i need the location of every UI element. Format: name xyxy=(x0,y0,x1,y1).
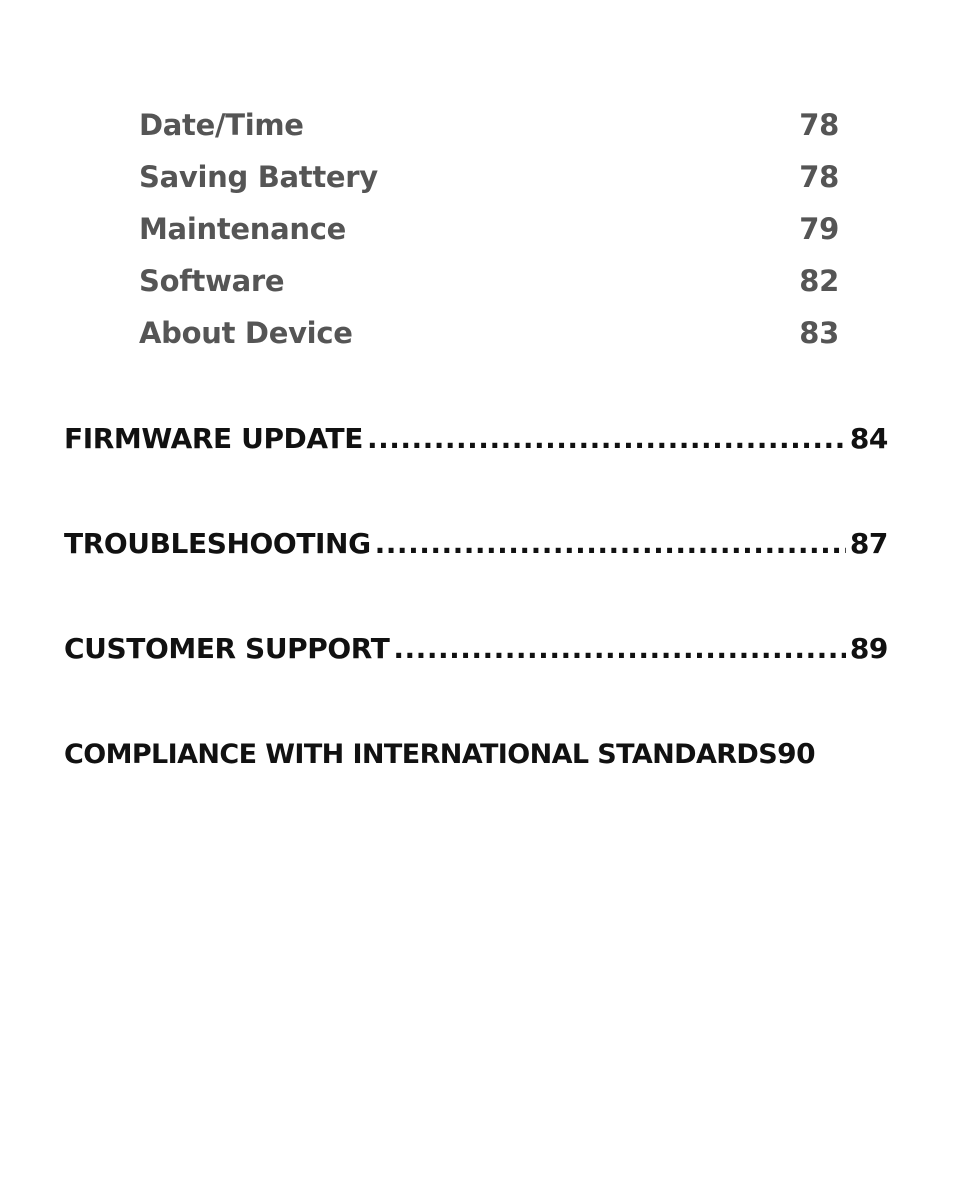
toc-entry-page: 79 xyxy=(799,212,839,246)
toc-entry-title: Software xyxy=(139,264,285,298)
toc-entry-title: Maintenance xyxy=(139,212,346,246)
toc-entry-page: 78 xyxy=(799,108,839,142)
toc-entry-title: CUSTOMER SUPPORT xyxy=(64,632,390,665)
toc-entry-page: 82 xyxy=(799,264,839,298)
toc-entry-maintenance[interactable] xyxy=(139,207,839,259)
toc-entry-page: 84 xyxy=(849,422,888,455)
toc-entry-about-device[interactable] xyxy=(139,311,839,363)
toc-subsection-list xyxy=(139,103,839,363)
toc-dot-leader xyxy=(367,417,846,461)
toc-entry-title: Saving Battery xyxy=(139,160,378,194)
toc-dot-leader xyxy=(393,627,845,671)
toc-entry-troubleshooting[interactable] xyxy=(64,522,888,627)
toc-entry-firmware-update[interactable] xyxy=(64,417,888,522)
toc-entry-page: 87 xyxy=(849,527,888,560)
toc-entry-compliance[interactable] xyxy=(64,732,888,837)
toc-entry-title: About Device xyxy=(139,316,353,350)
toc-entry-page: 90 xyxy=(777,737,816,770)
toc-section-list xyxy=(64,417,888,837)
toc-entry-title: TROUBLESHOOTING xyxy=(64,527,371,560)
toc-entry-customer-support[interactable] xyxy=(64,627,888,732)
toc-entry-page: 89 xyxy=(849,632,888,665)
toc-entry-page: 78 xyxy=(799,160,839,194)
toc-entry-saving-battery[interactable] xyxy=(139,155,839,207)
toc-dot-leader xyxy=(375,522,846,566)
toc-entry-title: Date/Time xyxy=(139,108,304,142)
toc-entry-title: COMPLIANCE WITH INTERNATIONAL STANDARDS xyxy=(64,739,778,770)
toc-entry-page: 83 xyxy=(799,316,839,350)
toc-entry-date-time[interactable] xyxy=(139,103,839,155)
toc-entry-title: FIRMWARE UPDATE xyxy=(64,422,363,455)
toc-entry-software[interactable] xyxy=(139,259,839,311)
